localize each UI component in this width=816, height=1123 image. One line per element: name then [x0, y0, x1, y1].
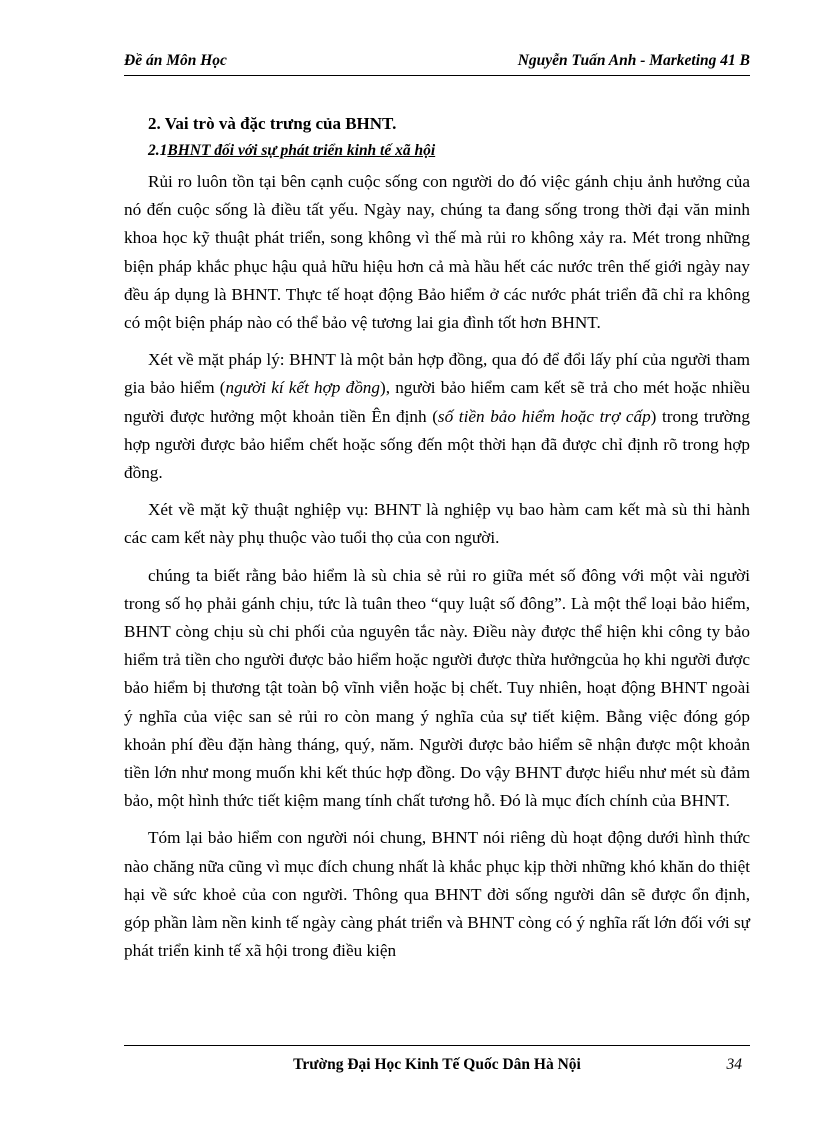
paragraph-2-italic-b: số tiền bảo hiểm hoặc trợ cấp — [437, 406, 651, 426]
subsection-number: 2.1 — [148, 142, 168, 159]
header-course-title: Đề án Môn Học — [124, 52, 227, 69]
running-footer — [124, 1056, 750, 1078]
paragraph-2 — [124, 346, 750, 487]
paragraph-2-part-a: Xét về mặt pháp lý: BHNT là một bản hợp đồng, qua đó để đổi lấy phí của người tham gia bảo hiểm ( — [124, 350, 750, 398]
paragraph-2-part-c: ) trong trường hợp người được bảo hiểm chết hoặc sống đến một thời hạn đã được chỉ định rõ trong hợp đồng. — [124, 406, 750, 483]
subsection-title: BHNT đối với sự phát triển kinh tế xã hội — [167, 142, 436, 159]
subsection-heading — [148, 142, 435, 160]
header-author: Nguyễn Tuấn Anh - Marketing 41 B — [517, 52, 750, 69]
section-heading: 2. Vai trò và đặc trưng của BHNT. — [148, 114, 397, 133]
page-number: 34 — [726, 1056, 742, 1073]
paragraph-2-italic-a: người kí kết hợp đồng — [225, 378, 380, 398]
paragraph-4: chúng ta biết rằng bảo hiểm là sù chia sẻ rủi ro giữa mét số đông với một vài người trong số họ phải gánh chịu, tức là tuân theo “quy luật số đông”. Là một thể loại bảo hiểm, BHNT còng chịu sù chi phối của nguyên tắc này. Điều này được thể hiện khi công ty bảo hiểm trả tiền cho người được bảo hiểm hoặc người được thừa hưởngcủa họ khi người được bảo hiểm bị thương tật toàn bộ vĩnh viễn hoặc bị chết. Tuy nhiên, hoạt động BHNT ngoài ý nghĩa của việc san sẻ rủi ro còn mang ý nghĩa của sự tiết kiệm. Bằng việc đóng góp khoản phí đều đặn hàng tháng, quý, năm. Người được bảo hiểm sẽ nhận được một khoản tiền lớn như mong muốn khi kết thúc hợp đồng. Do vậy BHNT được hiểu như mét sù đảm bảo, một hình thức tiết kiệm mang tính chất tương hỗ. Đó là mục đích chính của BHNT. — [124, 565, 750, 811]
running-header — [124, 52, 750, 74]
paragraph-2-part-b: ), người bảo hiểm cam kết sẽ trả cho mét hoặc nhiều người được hưởng một khoản tiền Ên định ( — [124, 378, 751, 426]
header-rule — [124, 75, 750, 76]
footer-rule — [124, 1045, 750, 1046]
paragraph-1: Rủi ro luôn tồn tại bên cạnh cuộc sống con người do đó việc gánh chịu ảnh hưởng của nó đến cuộc sống là điều tất yếu. Ngày nay, chúng ta đang sống trong thời đại văn minh khoa học kỹ thuật phát triển, song không vì thế mà rủi ro không xảy ra. Mét trong những biện pháp khắc phục hậu quả hữu hiệu hơn cả mà hầu hết các nước trên thế giới ngày nay đều áp dụng là BHNT. Thực tế hoạt động Bảo hiểm ở các nước phát triển đã chỉ ra không có một biện pháp nào có thể bảo vệ tương lai gia đình tốt hơn BHNT. — [124, 172, 750, 333]
paragraph-3: Xét về mặt kỹ thuật nghiệp vụ: BHNT là nghiệp vụ bao hàm cam kết mà sù thi hành các cam kết này phụ thuộc vào tuổi thọ của con người. — [124, 500, 750, 548]
body-text — [124, 168, 750, 965]
footer-school-name: Trường Đại Học Kinh Tế Quốc Dân Hà Nội — [293, 1056, 581, 1073]
paragraph-5: Tóm lại bảo hiểm con người nói chung, BHNT nói riêng dù hoạt động dưới hình thức nào chăng nữa cũng vì mục đích chung nhất là khắc phục kịp thời những khó khăn do thiệt hại về sức khoẻ của con người. Thông qua BHNT đời sống người dân sẽ được ổn định, góp phần làm nền kinh tế ngày càng phát triển và BHNT còng có ý nghĩa rất lớn đối với sự phát triển kinh tế xã hội trong điều kiện — [124, 828, 750, 961]
